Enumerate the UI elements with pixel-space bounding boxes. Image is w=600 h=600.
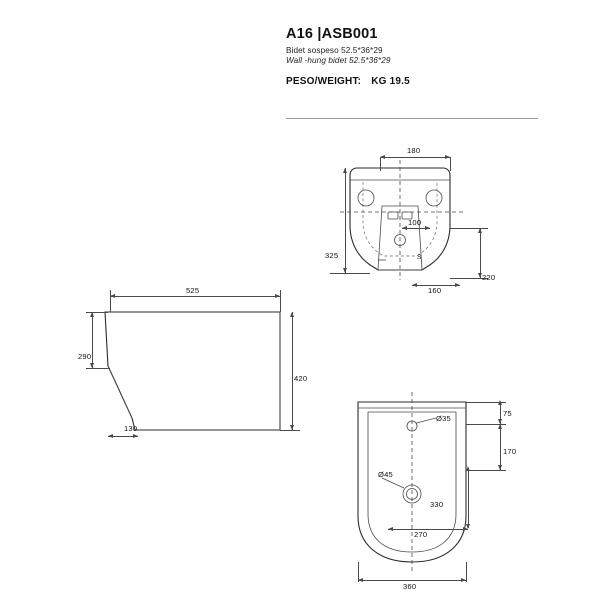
- dim-arrow-170-top: [498, 424, 502, 429]
- subtitle-italian: Bidet sospeso 52.5*36*29: [286, 46, 383, 55]
- dim-line-325: [345, 168, 346, 273]
- header-divider: [286, 118, 538, 119]
- dim-label-220: 220: [482, 273, 496, 282]
- dim-label-75: 75: [503, 409, 512, 418]
- dim-arrow-130-right: [133, 434, 138, 438]
- dim-arrow-130-left: [108, 434, 113, 438]
- ext-line-220-top: [450, 228, 488, 229]
- weight-value: KG 19.5: [371, 76, 410, 87]
- dim-line-290: [92, 312, 93, 368]
- dim-arrow-160-right: [455, 283, 460, 287]
- dim-arrow-330-top: [466, 466, 470, 471]
- dim-arrow-420-top: [290, 312, 294, 317]
- page-title: A16 |ASB001: [286, 26, 378, 42]
- dim-line-525: [110, 296, 280, 297]
- weight-row: [286, 76, 546, 87]
- dim-arrow-270-left: [388, 527, 393, 531]
- subtitle-english: Wall -hung bidet 52.5*36*29: [286, 56, 391, 65]
- dim-label-325: 325: [325, 251, 339, 260]
- dim-line-270: [388, 529, 468, 530]
- dim-label-130: 130: [124, 424, 138, 433]
- dim-line-330: [468, 470, 469, 528]
- front-marker-label: S: [417, 254, 422, 261]
- dim-label-diameter-35: Ø35: [436, 414, 451, 423]
- dim-line-180: [380, 157, 450, 158]
- header-block: [286, 26, 546, 87]
- dim-label-270: 270: [414, 530, 428, 539]
- ext-line-325-bottom: [330, 273, 370, 274]
- top-view-drawing: [352, 396, 512, 576]
- dim-arrow-100-right: [425, 226, 430, 230]
- ext-line-75-top: [466, 402, 506, 403]
- dim-label-diameter-45: Ø45: [378, 470, 393, 479]
- dim-arrow-270-right: [463, 527, 468, 531]
- ext-line-180-left: [380, 157, 381, 171]
- dim-line-170: [500, 424, 501, 470]
- dim-label-290: 290: [78, 352, 92, 361]
- ext-line-290-top: [86, 312, 108, 313]
- ext-line-360-left: [358, 562, 359, 582]
- dim-label-170: 170: [503, 447, 517, 456]
- dim-arrow-100-left: [402, 226, 407, 230]
- dim-label-180: 180: [407, 146, 421, 155]
- dim-label-525: 525: [186, 286, 200, 295]
- dim-arrow-325-top: [343, 168, 347, 173]
- weight-label: PESO/WEIGHT:: [286, 76, 362, 87]
- dim-label-330: 330: [430, 500, 444, 509]
- dim-label-100: 100: [408, 218, 422, 227]
- dim-line-360: [358, 580, 466, 581]
- dim-line-420: [292, 312, 293, 430]
- ext-line-360-right: [466, 562, 467, 582]
- ext-line-525-right: [280, 290, 281, 312]
- ext-line-420-bottom: [280, 430, 300, 431]
- ext-line-170-bottom: [466, 470, 506, 471]
- dim-label-160: 160: [428, 286, 442, 295]
- dim-label-360: 360: [403, 582, 417, 591]
- dim-line-220: [480, 228, 481, 278]
- ext-line-525-left: [110, 290, 111, 312]
- ext-line-290-bottom: [86, 368, 110, 369]
- dim-arrow-160-left: [412, 283, 417, 287]
- dim-label-420: 420: [294, 374, 308, 383]
- ext-line-180-right: [450, 157, 451, 171]
